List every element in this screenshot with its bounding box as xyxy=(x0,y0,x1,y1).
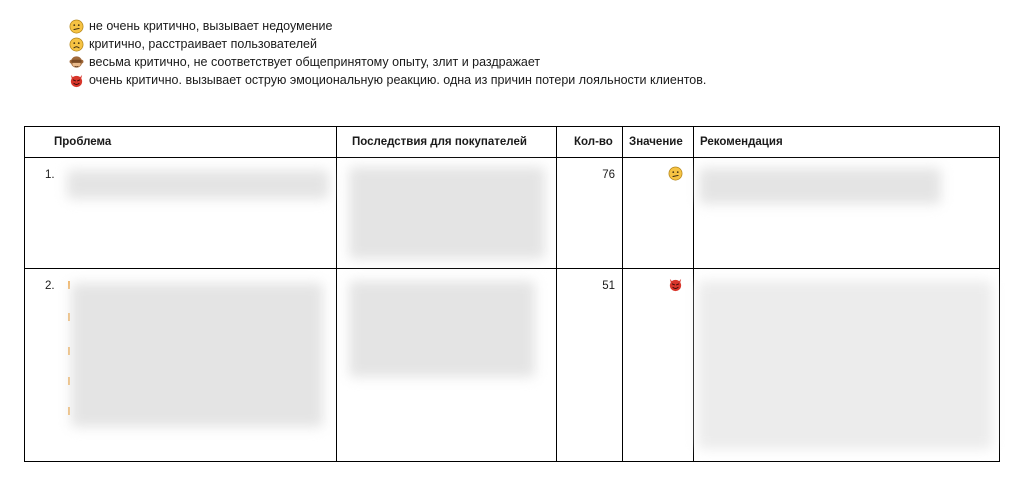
redacted-problem-text xyxy=(67,170,329,199)
row-count: 76 xyxy=(602,169,615,181)
severity-legend xyxy=(69,17,706,89)
redacted-consequences-text xyxy=(349,281,535,377)
usability-issues-table xyxy=(24,126,1000,462)
redacted-recommendation-text xyxy=(698,281,992,449)
header-consequences: Последствия для покупателей xyxy=(352,136,527,148)
orange-text-fragment xyxy=(68,407,70,415)
legend-item-extremely-critical xyxy=(69,71,706,89)
redacted-consequences-text xyxy=(349,167,545,259)
legend-item-very-critical xyxy=(69,53,706,71)
devil-face-icon xyxy=(668,277,683,292)
legend-label: весьма критично, не соответствует общепринятому опыту, злит и раздражает xyxy=(89,55,541,69)
legend-label: критично, расстраивает пользователей xyxy=(89,37,317,51)
see-no-evil-monkey-icon xyxy=(69,55,84,70)
confused-face-icon xyxy=(668,166,683,181)
row-index: 2. xyxy=(45,280,55,292)
redacted-recommendation-text xyxy=(699,168,941,204)
orange-text-fragment xyxy=(68,377,70,385)
header-recommendation: Рекомендация xyxy=(700,136,783,148)
header-severity: Значение xyxy=(629,136,683,148)
orange-text-fragment xyxy=(68,281,70,289)
orange-text-fragment xyxy=(68,313,70,321)
column-divider xyxy=(556,127,557,461)
orange-text-fragment xyxy=(68,347,70,355)
frowning-face-icon xyxy=(69,37,84,52)
row-divider xyxy=(25,268,999,269)
redacted-problem-text xyxy=(71,283,323,427)
legend-label: не очень критично, вызывает недоумение xyxy=(89,19,333,33)
column-divider xyxy=(693,127,694,461)
devil-face-icon xyxy=(69,73,84,88)
legend-item-not-critical xyxy=(69,17,706,35)
row-index: 1. xyxy=(45,169,55,181)
legend-label: очень критично. вызывает острую эмоциональную реакцию. одна из причин потери лояльности клиентов. xyxy=(89,73,707,87)
column-divider xyxy=(336,127,337,461)
row-divider xyxy=(25,157,999,158)
confused-face-icon xyxy=(69,19,84,34)
row-count: 51 xyxy=(602,280,615,292)
legend-item-critical xyxy=(69,35,706,53)
header-problem: Проблема xyxy=(54,136,112,148)
header-count: Кол-во xyxy=(574,136,613,148)
column-divider xyxy=(622,127,623,461)
